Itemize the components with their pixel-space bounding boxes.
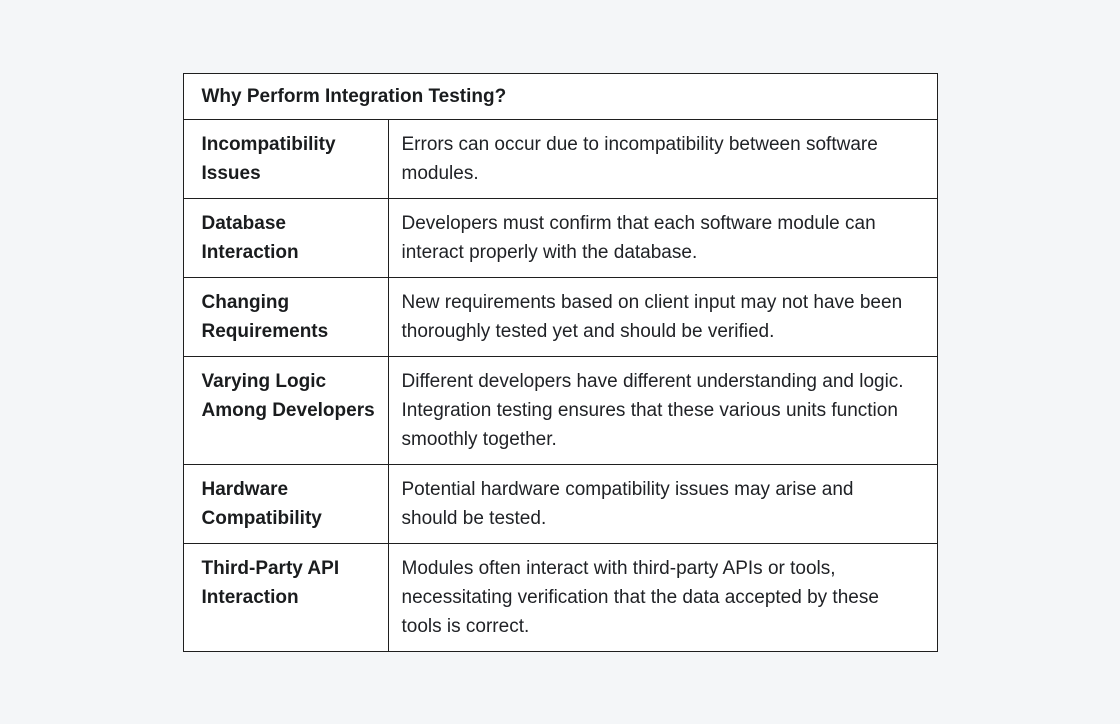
table-row (183, 356, 937, 464)
term-third-party-api: Third-Party API Interaction (183, 543, 388, 651)
integration-testing-table (183, 73, 938, 652)
description-text: Errors can occur due to incompatibility between software modules. (401, 133, 878, 184)
term-varying-logic: Varying Logic Among Developers (183, 356, 388, 464)
description-cell (388, 119, 937, 198)
description-cell (388, 198, 937, 277)
description-text: Modules often interact with third-party APIs or tools, necessitating verification that the data accepted by these tools is correct. (401, 557, 879, 637)
term-hardware-compatibility: Hardware Compatibility (183, 464, 388, 543)
description-cell (388, 543, 937, 651)
description-text: Potential hardware compatibility issues may arise and should be tested. (401, 478, 854, 529)
term-incompatibility-issues: Incompatibility Issues (183, 119, 388, 198)
table-title: Why Perform Integration Testing? (183, 73, 937, 119)
table-row (183, 277, 937, 356)
description-cell (388, 356, 937, 464)
description-text: New requirements based on client input may not have been thoroughly tested yet and should be verified. (401, 291, 903, 342)
table-row (183, 464, 937, 543)
description-cell (388, 464, 937, 543)
table-row (183, 543, 937, 651)
table-row (183, 119, 937, 198)
term-database-interaction: Database Interaction (183, 198, 388, 277)
term-changing-requirements: Changing Requirements (183, 277, 388, 356)
table-header-row (183, 73, 937, 119)
description-text: Different developers have different understanding and logic. Integration testing ensures that these various units function smoothly together. (401, 370, 904, 450)
description-cell (388, 277, 937, 356)
description-text: Developers must confirm that each software module can interact properly with the database. (401, 212, 876, 263)
table-row (183, 198, 937, 277)
